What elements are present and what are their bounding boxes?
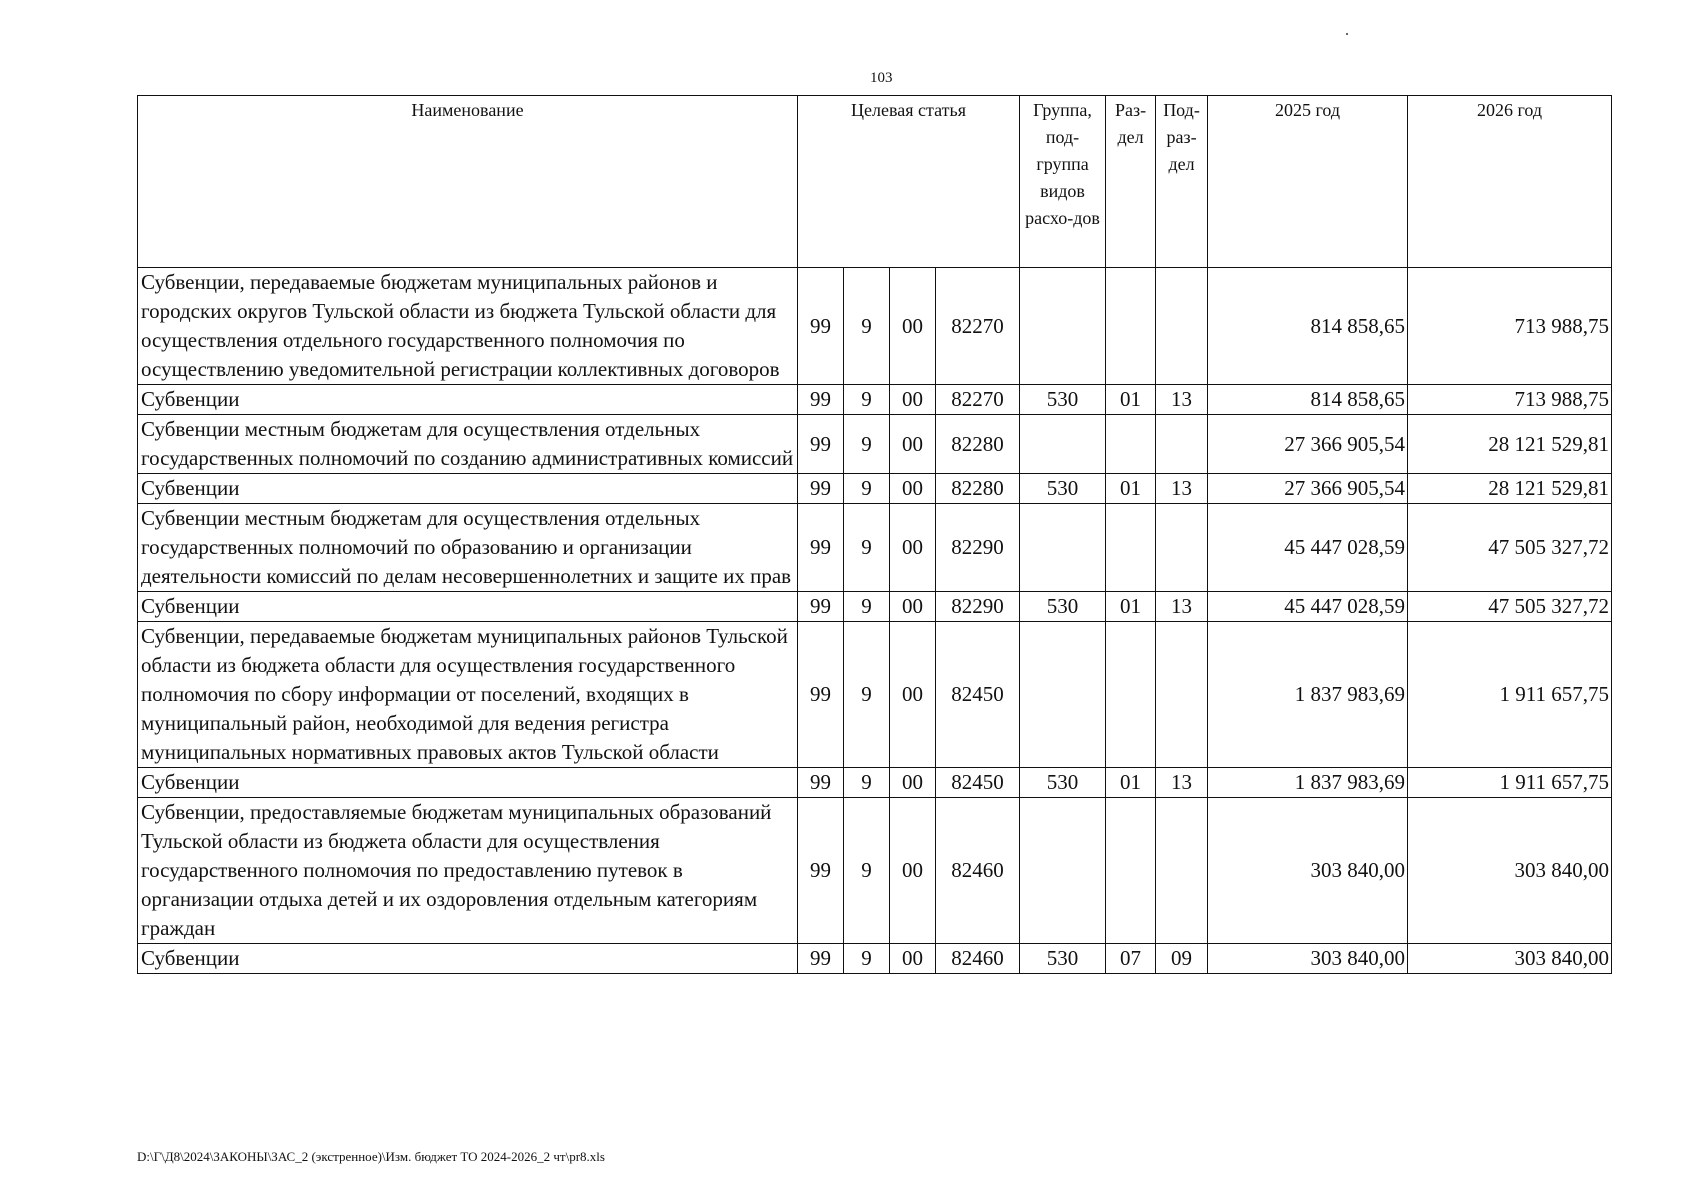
target-article-event: 00 xyxy=(890,415,936,474)
amount-2025: 45 447 028,59 xyxy=(1208,504,1408,592)
amount-2025: 1 837 983,69 xyxy=(1208,622,1408,768)
header-target-article: Целевая статья xyxy=(798,96,1020,268)
row-name: Субвенции xyxy=(138,944,798,974)
row-name: Субвенции xyxy=(138,385,798,415)
target-article-event: 00 xyxy=(890,474,936,504)
target-article-subprogram: 9 xyxy=(844,415,890,474)
target-article-direction: 82290 xyxy=(936,504,1020,592)
row-name: Субвенции, передаваемые бюджетам муниципальных районов и городских округов Тульской области из бюджета Тульской области для осуществления отдельного государственного полномочия по осуществлению уведомительной регистрации коллективных договоров xyxy=(138,268,798,385)
subsection xyxy=(1156,415,1208,474)
amount-2025: 814 858,65 xyxy=(1208,268,1408,385)
amount-2026: 47 505 327,72 xyxy=(1408,504,1612,592)
amount-2026: 1 911 657,75 xyxy=(1408,768,1612,798)
amount-2025: 27 366 905,54 xyxy=(1208,474,1408,504)
amount-2026: 47 505 327,72 xyxy=(1408,592,1612,622)
row-name: Субвенции xyxy=(138,768,798,798)
target-article-subprogram: 9 xyxy=(844,944,890,974)
amount-2026: 1 911 657,75 xyxy=(1408,622,1612,768)
page-number: 103 xyxy=(870,70,893,86)
target-article-subprogram: 9 xyxy=(844,268,890,385)
expense-group xyxy=(1020,622,1106,768)
target-article-subprogram: 9 xyxy=(844,385,890,415)
table-row xyxy=(138,622,1612,768)
target-article-direction: 82270 xyxy=(936,385,1020,415)
header-subsection: Под-раз-дел xyxy=(1156,96,1208,268)
header-name: Наименование xyxy=(138,96,798,268)
target-article-subprogram: 9 xyxy=(844,622,890,768)
expense-group: 530 xyxy=(1020,385,1106,415)
amount-2026: 713 988,75 xyxy=(1408,385,1612,415)
section: 07 xyxy=(1106,944,1156,974)
table-row xyxy=(138,504,1612,592)
amount-2025: 1 837 983,69 xyxy=(1208,768,1408,798)
subsection: 13 xyxy=(1156,385,1208,415)
target-article-event: 00 xyxy=(890,268,936,385)
target-article-subprogram: 9 xyxy=(844,768,890,798)
section xyxy=(1106,415,1156,474)
target-article-subprogram: 9 xyxy=(844,798,890,944)
target-article-program: 99 xyxy=(798,415,844,474)
section: 01 xyxy=(1106,385,1156,415)
subsection: 09 xyxy=(1156,944,1208,974)
table-row xyxy=(138,268,1612,385)
amount-2026: 303 840,00 xyxy=(1408,798,1612,944)
file-path-footer: D:\Г\Д8\2024\ЗАКОНЫ\ЗАС_2 (экстренное)\Изм. бюджет ТО 2024-2026_2 чт\pr8.xls xyxy=(137,1149,605,1164)
amount-2025: 27 366 905,54 xyxy=(1208,415,1408,474)
table-row xyxy=(138,798,1612,944)
target-article-direction: 82460 xyxy=(936,798,1020,944)
table-body xyxy=(138,268,1612,974)
target-article-direction: 82270 xyxy=(936,268,1020,385)
section: 01 xyxy=(1106,592,1156,622)
header-group: Группа, под-группа видов расхо-дов xyxy=(1020,96,1106,268)
scan-speck xyxy=(1346,33,1348,35)
amount-2026: 28 121 529,81 xyxy=(1408,474,1612,504)
table-row xyxy=(138,385,1612,415)
amount-2026: 28 121 529,81 xyxy=(1408,415,1612,474)
expense-group: 530 xyxy=(1020,474,1106,504)
section: 01 xyxy=(1106,768,1156,798)
expense-group xyxy=(1020,504,1106,592)
amount-2025: 303 840,00 xyxy=(1208,944,1408,974)
target-article-subprogram: 9 xyxy=(844,474,890,504)
row-name: Субвенции xyxy=(138,474,798,504)
section xyxy=(1106,798,1156,944)
target-article-program: 99 xyxy=(798,798,844,944)
budget-table xyxy=(137,95,1612,974)
subsection xyxy=(1156,798,1208,944)
target-article-direction: 82460 xyxy=(936,944,1020,974)
expense-group xyxy=(1020,415,1106,474)
header-section: Раз-дел xyxy=(1106,96,1156,268)
subsection xyxy=(1156,622,1208,768)
subsection xyxy=(1156,268,1208,385)
target-article-direction: 82450 xyxy=(936,622,1020,768)
section xyxy=(1106,504,1156,592)
amount-2025: 303 840,00 xyxy=(1208,798,1408,944)
target-article-direction: 82280 xyxy=(936,474,1020,504)
section xyxy=(1106,268,1156,385)
target-article-direction: 82290 xyxy=(936,592,1020,622)
target-article-event: 00 xyxy=(890,504,936,592)
target-article-event: 00 xyxy=(890,622,936,768)
header-year-2026: 2026 год xyxy=(1408,96,1612,268)
target-article-program: 99 xyxy=(798,474,844,504)
subsection: 13 xyxy=(1156,474,1208,504)
amount-2026: 303 840,00 xyxy=(1408,944,1612,974)
amount-2026: 713 988,75 xyxy=(1408,268,1612,385)
table-row xyxy=(138,592,1612,622)
target-article-program: 99 xyxy=(798,504,844,592)
target-article-event: 00 xyxy=(890,798,936,944)
target-article-program: 99 xyxy=(798,944,844,974)
expense-group: 530 xyxy=(1020,944,1106,974)
header-year-2025: 2025 год xyxy=(1208,96,1408,268)
target-article-event: 00 xyxy=(890,592,936,622)
amount-2025: 814 858,65 xyxy=(1208,385,1408,415)
table-row xyxy=(138,474,1612,504)
subsection: 13 xyxy=(1156,592,1208,622)
table-row xyxy=(138,768,1612,798)
subsection xyxy=(1156,504,1208,592)
target-article-program: 99 xyxy=(798,385,844,415)
expense-group xyxy=(1020,268,1106,385)
target-article-program: 99 xyxy=(798,268,844,385)
row-name: Субвенции, передаваемые бюджетам муниципальных районов Тульской области из бюджета области для осуществления государственного полномочия по сбору информации от поселений, входящих в муниципальный район, необходимой для ведения регистра муниципальных нормативных правовых актов Тульской области xyxy=(138,622,798,768)
target-article-event: 00 xyxy=(890,944,936,974)
expense-group xyxy=(1020,798,1106,944)
target-article-direction: 82280 xyxy=(936,415,1020,474)
amount-2025: 45 447 028,59 xyxy=(1208,592,1408,622)
row-name: Субвенции местным бюджетам для осуществления отдельных государственных полномочий по образованию и организации деятельности комиссий по делам несовершеннолетних и защите их прав xyxy=(138,504,798,592)
expense-group: 530 xyxy=(1020,768,1106,798)
target-article-program: 99 xyxy=(798,622,844,768)
target-article-program: 99 xyxy=(798,768,844,798)
table-row xyxy=(138,415,1612,474)
table-header-row xyxy=(138,96,1612,268)
section: 01 xyxy=(1106,474,1156,504)
row-name: Субвенции xyxy=(138,592,798,622)
subsection: 13 xyxy=(1156,768,1208,798)
target-article-subprogram: 9 xyxy=(844,592,890,622)
table-row xyxy=(138,944,1612,974)
row-name: Субвенции, предоставляемые бюджетам муниципальных образований Тульской области из бюджета области для осуществления государственного полномочия по предоставлению путевок в организации отдыха детей и их оздоровления отдельным категориям граждан xyxy=(138,798,798,944)
target-article-subprogram: 9 xyxy=(844,504,890,592)
target-article-direction: 82450 xyxy=(936,768,1020,798)
target-article-program: 99 xyxy=(798,592,844,622)
target-article-event: 00 xyxy=(890,385,936,415)
target-article-event: 00 xyxy=(890,768,936,798)
section xyxy=(1106,622,1156,768)
expense-group: 530 xyxy=(1020,592,1106,622)
row-name: Субвенции местным бюджетам для осуществления отдельных государственных полномочий по созданию административных комиссий xyxy=(138,415,798,474)
